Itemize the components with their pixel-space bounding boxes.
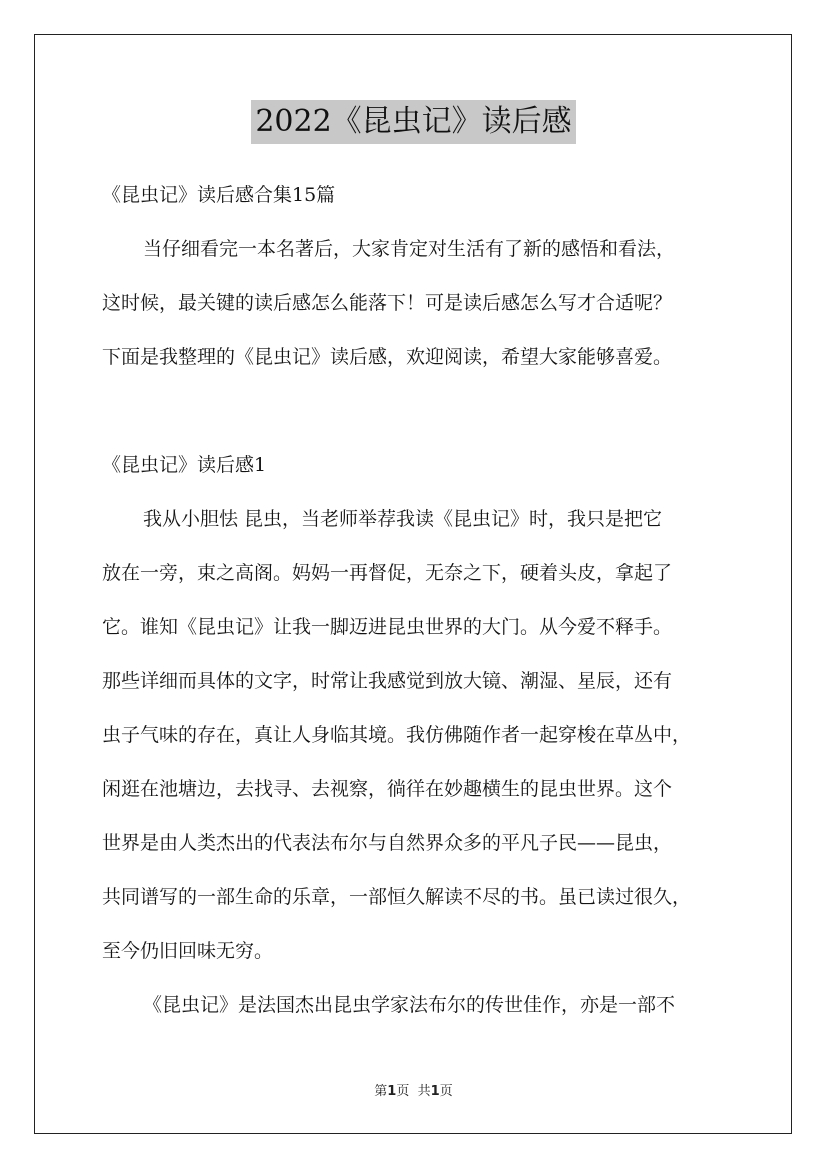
footer-page-suffix: 页 [396,1084,410,1099]
intro-line-2: 这时候，最关键的读后感怎么能落下！可是读后感怎么写才合适呢？ [102,292,673,314]
footer-total-suffix: 页 [439,1084,453,1099]
intro-line-1: 当仔细看完一本名著后，大家肯定对生活有了新的感悟和看法， [143,238,676,260]
page-footer [0,1084,827,1100]
paragraph2-line-1: 《昆虫记》是法国杰出昆虫学家法布尔的传世佳作，亦是一部不 [143,994,676,1016]
paragraph1-line-4: 那些详细而具体的文字，时常让我感觉到放大镜、潮湿、星辰，还有 [102,670,673,692]
paragraph1-line-1: 我从小胆怯 昆虫，当老师举荐我读《昆虫记》时，我只是把它 [143,508,663,530]
footer-total-number: 1 [430,1084,440,1099]
footer-page-number: 1 [387,1084,397,1099]
footer-page-prefix: 第 [374,1084,388,1099]
document-title: 2022《昆虫记》读后感 [251,100,575,144]
document-subtitle: 《昆虫记》读后感合集15篇 [102,184,336,206]
paragraph1-line-8: 共同谱写的一部生命的乐章，一部恒久解读不尽的书。虽已读过很久， [102,886,692,908]
paragraph1-line-2: 放在一旁，束之高阁。妈妈一再督促，无奈之下，硬着头皮，拿起了 [102,562,673,584]
paragraph1-line-7: 世界是由人类杰出的代表法布尔与自然界众多的平凡子民——昆虫， [102,832,673,854]
section-heading: 《昆虫记》读后感1 [102,454,267,476]
intro-line-3: 下面是我整理的《昆虫记》读后感，欢迎阅读，希望大家能够喜爱。 [102,346,673,368]
paragraph1-line-9: 至今仍旧回味无穷。 [102,940,274,962]
paragraph1-line-3: 它。谁知《昆虫记》让我一脚迈进昆虫世界的大门。从今爱不释手。 [102,616,673,638]
paragraph1-line-6: 闲逛在池塘边，去找寻、去视察，徜徉在妙趣横生的昆虫世界。这个 [102,778,673,800]
footer-total-prefix: 共 [417,1084,431,1099]
title-container [0,100,827,144]
paragraph1-line-5: 虫子气味的存在，真让人身临其境。我仿佛随作者一起穿梭在草丛中， [102,724,692,746]
